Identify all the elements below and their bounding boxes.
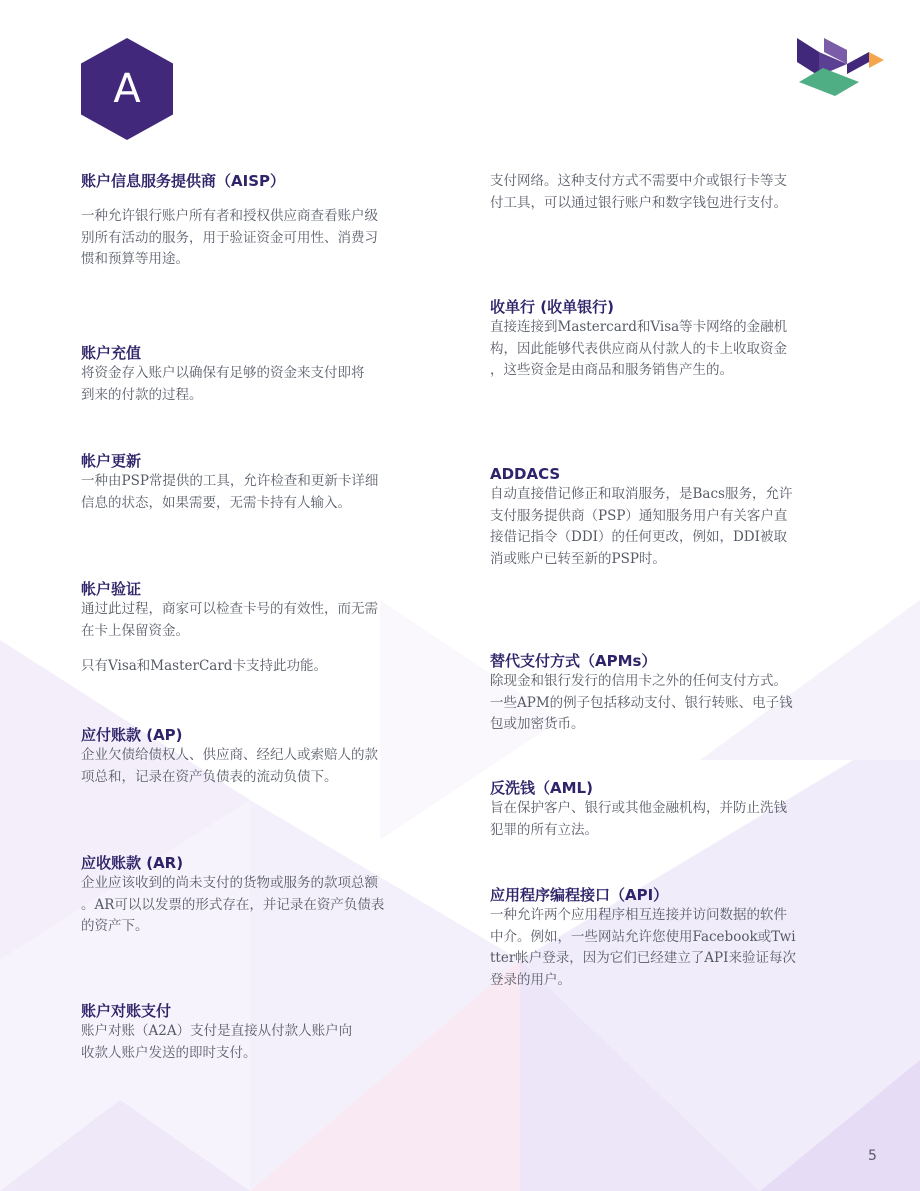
section-letter-badge — [81, 38, 173, 140]
entry-term: 收单行 (收单银行) — [490, 298, 614, 316]
glossary-entry-aisp — [81, 171, 421, 271]
page-number: 5 — [868, 1148, 877, 1164]
entry-term: 应付账款 (AP) — [81, 726, 183, 744]
brand-logo — [797, 38, 887, 96]
glossary-entry-addacs — [490, 464, 835, 570]
entry-definition-line: 支付服务提供商（PSP）通知服务用户有关客户直 — [490, 507, 788, 524]
entry-term: 应用程序编程接口（API） — [490, 886, 669, 904]
entry-term: 应收账款 (AR) — [81, 854, 184, 872]
entry-definition-line: 旨在保护客户、银行或其他金融机构，并防止洗钱 — [490, 800, 787, 816]
glossary-entry-continued — [490, 171, 835, 214]
glossary-entry-account-verification — [81, 579, 421, 678]
entry-term: 帐户更新 — [81, 452, 142, 470]
glossary-entry-apms — [490, 651, 835, 736]
entry-definition-line: 直接连接到Mastercard和Visa等卡网络的金融机 — [490, 319, 788, 335]
entry-definition-line: 构，因此能够代表供应商从付款人的卡上收取资金 — [490, 340, 787, 357]
glossary-entry-a2a-payment — [81, 1001, 421, 1064]
glossary-entry-accounts-receivable — [81, 853, 421, 938]
entry-definition-line: 账户对账（A2A）支付是直接从付款人账户向 — [81, 1023, 353, 1039]
entry-definition-line: 付工具，可以通过银行账户和数字钱包进行支付。 — [490, 194, 787, 211]
entry-definition-line: 项总和，记录在资产负债表的流动负债下。 — [81, 768, 338, 785]
entry-definition-line: 的资产下。 — [81, 918, 149, 934]
entry-definition-line: 收款人账户发送的即时支付。 — [81, 1044, 257, 1061]
glossary-entry-acquirer — [490, 297, 835, 382]
entry-term: 账户信息服务提供商（AISP） — [81, 172, 285, 190]
glossary-entry-aml — [490, 778, 835, 841]
entry-definition-line: 将资金存入账户以确保有足够的资金来支付即将 — [81, 365, 365, 381]
entry-definition-line: 除现金和银行发行的信用卡之外的任何支付方式。 — [490, 673, 787, 689]
glossary-entry-accounts-payable — [81, 725, 421, 788]
entry-definition-line: 一种允许两个应用程序相互连接并访问数据的软件 — [490, 907, 787, 923]
section-letter: A — [113, 66, 141, 112]
entry-definition-line: 接借记指令（DDI）的任何更改，例如，DDI被取 — [490, 529, 787, 545]
entry-definition-line: 别所有活动的服务，用于验证资金可用性、消费习 — [81, 229, 378, 246]
entry-definition-line: 在卡上保留资金。 — [81, 622, 189, 639]
entry-definition-line: 登录的用户。 — [490, 971, 571, 988]
entry-definition-line: 到来的付款的过程。 — [81, 386, 203, 403]
entry-definition-line: ，这些资金是由商品和服务销售产生的。 — [490, 362, 733, 378]
entry-definition-line: 通过此过程，商家可以检查卡号的有效性，而无需 — [81, 601, 378, 617]
entry-definition-line: 一种由PSP常提供的工具，允许检查和更新卡详细 — [81, 473, 379, 489]
entry-definition-line: 包或加密货币。 — [490, 716, 585, 732]
glossary-entry-account-funding — [81, 343, 421, 406]
entry-term: 帐户验证 — [81, 580, 142, 598]
entry-note: 只有Visa和MasterCard卡支持此功能。 — [81, 658, 327, 674]
entry-term: 账户充值 — [81, 344, 142, 362]
entry-definition-line: 。AR可以以发票的形式存在，并记录在资产负债表 — [81, 896, 385, 913]
glossary-entry-api — [490, 885, 835, 991]
entry-definition-line: 企业欠债给债权人、供应商、经纪人或索赔人的款 — [81, 747, 378, 763]
entry-term: 替代支付方式（APMs） — [490, 652, 657, 670]
entry-term: ADDACS — [490, 465, 561, 483]
entry-definition-line: 犯罪的所有立法。 — [490, 821, 598, 838]
entry-term: 账户对账支付 — [81, 1002, 172, 1020]
entry-definition-line: 中介。例如，一些网站允许您使用Facebook或Twi — [490, 928, 796, 945]
glossary-entry-account-updater — [81, 451, 421, 514]
entry-definition-line: 惯和预算等用途。 — [81, 251, 189, 267]
entry-definition-line: 企业应该收到的尚未支付的货物或服务的款项总额 — [81, 875, 378, 891]
entry-definition-line: 信息的状态，如果需要，无需卡持有人输入。 — [81, 494, 351, 511]
entry-definition-line: 自动直接借记修正和取消服务，是Bacs服务，允许 — [490, 486, 793, 502]
entry-term: 反洗钱（AML) — [490, 779, 593, 797]
entry-definition-line: 支付网络。这种支付方式不需要中介或银行卡等支 — [490, 173, 787, 189]
entry-definition-line: 消或账户已转至新的PSP时。 — [490, 550, 666, 567]
entry-definition-line: tter帐户登录，因为它们已经建立了API来验证每次 — [490, 950, 796, 966]
entry-definition-line: 一些APM的例子包括移动支付、银行转账、电子钱 — [490, 694, 793, 711]
entry-definition-line: 一种允许银行账户所有者和授权供应商查看账户级 — [81, 208, 378, 224]
